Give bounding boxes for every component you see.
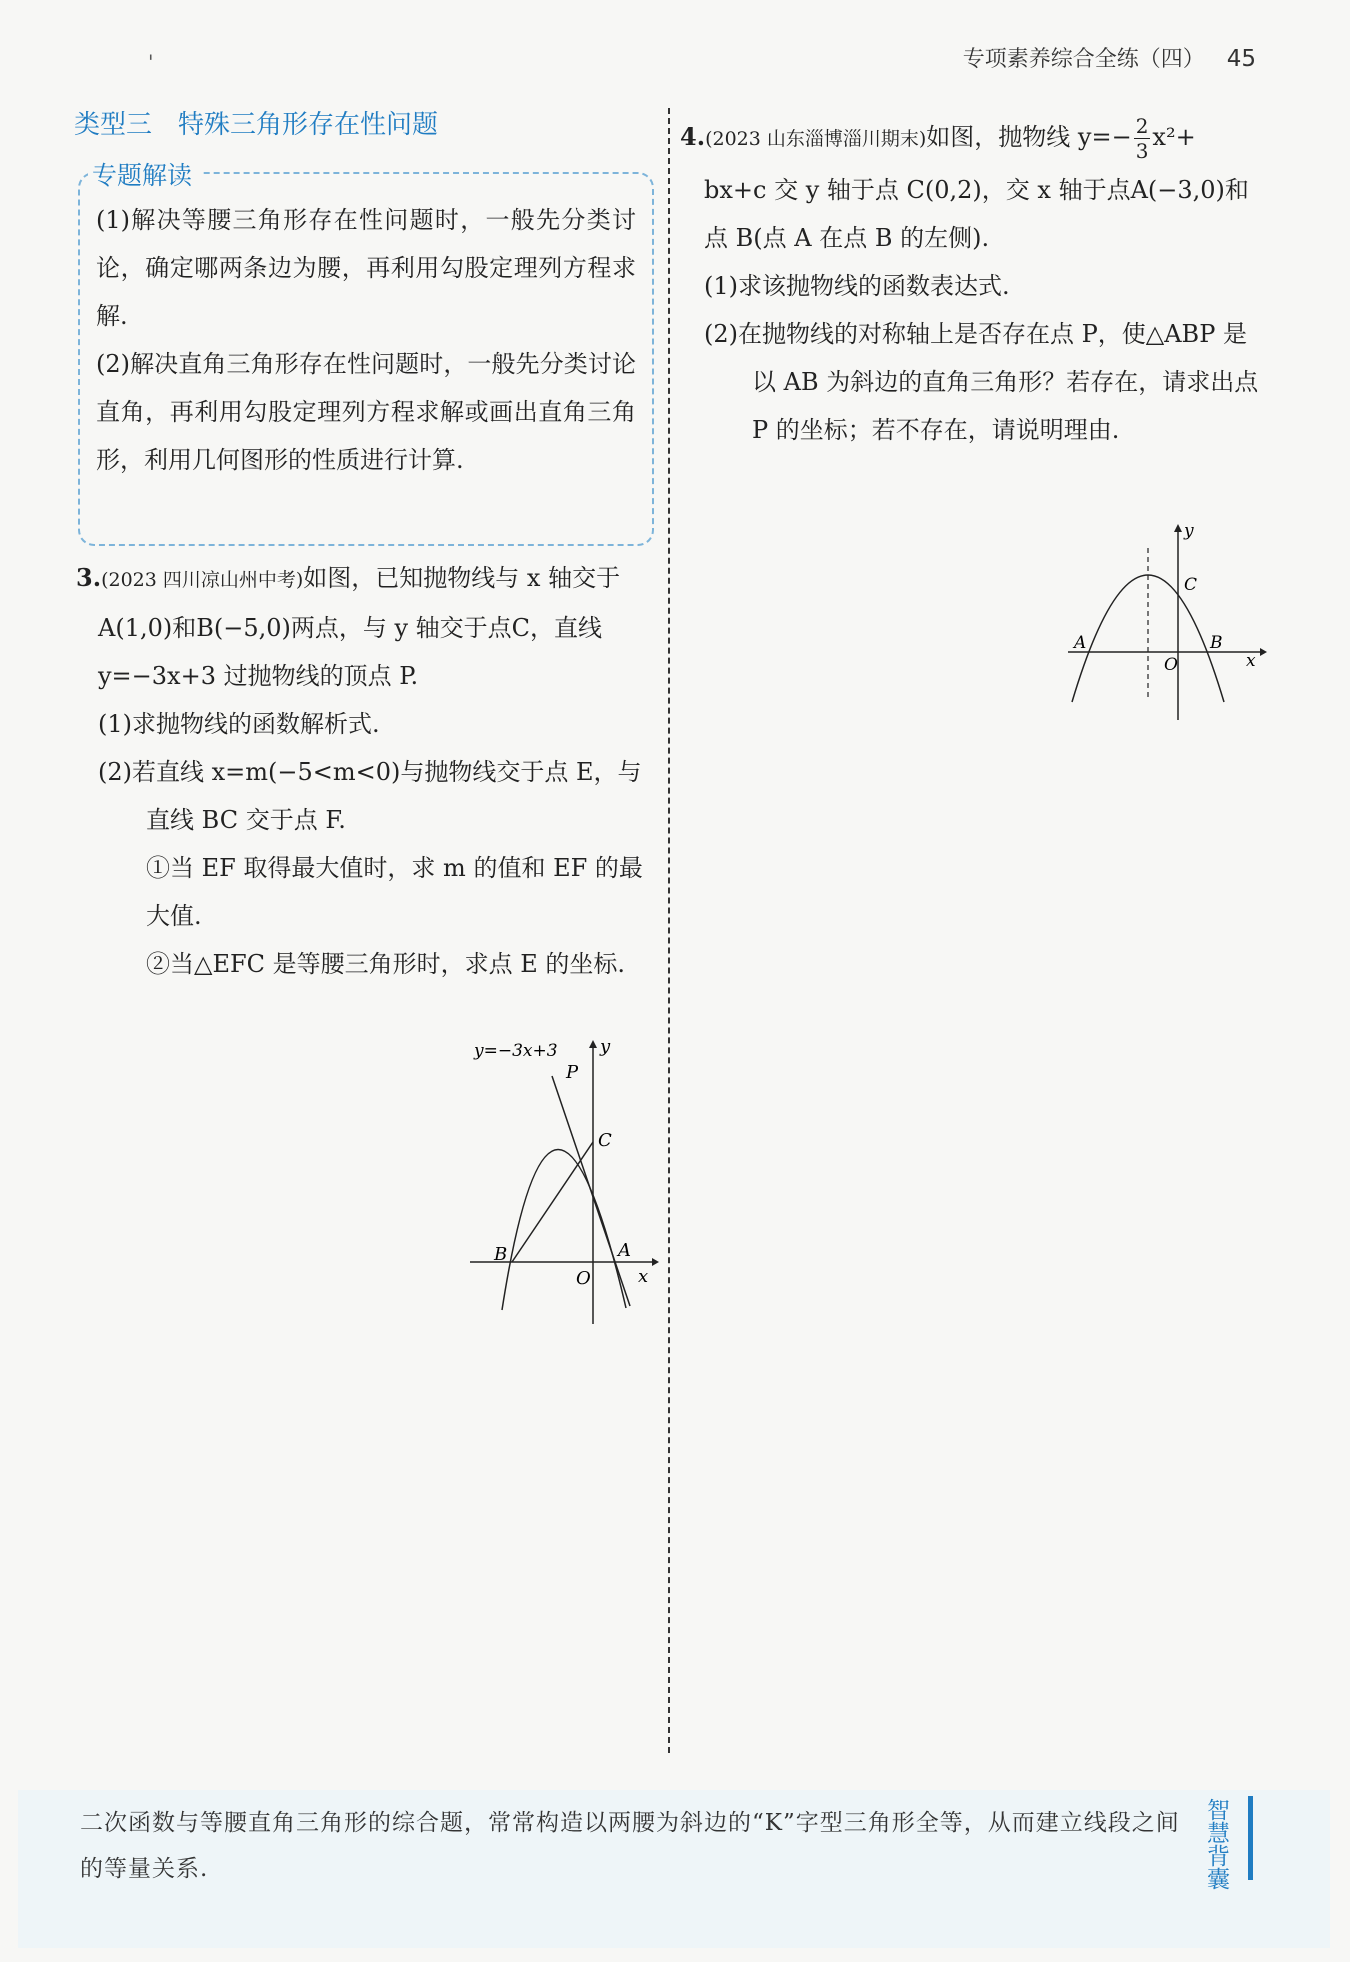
p4-label-b: B (1210, 633, 1223, 653)
section-heading: 特殊三角形存在性问题 (178, 110, 439, 140)
column-divider (668, 108, 670, 1753)
footer-text: 二次函数与等腰直角三角形的综合题，常常构造以两腰为斜边的“K”字型三角形全等，从而建立线段之间的等量关系. (80, 1810, 1180, 1882)
problem-4-stem-c: bx+c 交 y 轴于点 C(0,2)，交 x 轴于点A(−3,0)和点 B(点 A 在点 B 的左侧). (704, 176, 1249, 252)
p3-label-b: B (494, 1244, 508, 1265)
problem-4-fraction (1134, 114, 1151, 163)
problem-4-stem-a: 如图，抛物线 y=− (926, 123, 1132, 151)
problem-4-figure (1060, 520, 1270, 730)
problem-3-source: (2023 四川凉山州中考) (101, 569, 304, 591)
p4-label-a: A (1074, 633, 1087, 653)
problem-3-q2b: ②当△EFC 是等腰三角形时，求点 E 的坐标. (146, 950, 626, 978)
p3-x-label: x (638, 1266, 649, 1287)
p4-label-o: O (1164, 655, 1178, 675)
problem-4-frac-den: 3 (1135, 139, 1149, 163)
problem-3-figure (460, 1030, 660, 1330)
interpretation-title: 专题解读 (88, 156, 200, 192)
problem-4-stem-b: x²+ (1152, 123, 1196, 151)
problem-3-number: 3. (76, 563, 102, 592)
p4-y-arrow (1174, 524, 1182, 532)
interpretation-text (96, 196, 636, 484)
problem-4-frac-num: 2 (1135, 114, 1149, 138)
p3-label-o: O (576, 1268, 591, 1289)
problem-4-q1: (1)求该抛物线的函数表达式. (704, 272, 1010, 300)
p3-parabola (502, 1149, 626, 1310)
problem-4-number: 4. (680, 122, 706, 151)
problem-4-q2: (2)在抛物线的对称轴上是否存在点 P，使△ABP 是以 AB 为斜边的直角三角形？若存在，请求出点 P 的坐标；若不存在，请说明理由. (704, 320, 1259, 444)
p4-x-label: x (1246, 651, 1256, 671)
p4-y-label: y (1184, 521, 1194, 541)
problem-4 (680, 110, 1260, 454)
footer-accent-bar (1248, 1796, 1253, 1880)
problem-3-stem: 如图，已知抛物线与 x 轴交于A(1,0)和B(−5,0)两点，与 y 轴交于点C，直线 y=−3x+3 过抛物线的顶点 P. (98, 564, 621, 690)
page-number: 45 (1226, 46, 1256, 72)
section-label: 类型三 (74, 110, 153, 140)
interpretation-para-2: (2)解决直角三角形存在性问题时，一般先分类讨论直角，再利用勾股定理列方程求解或画出直角三角形，利用几何图形的性质进行计算. (96, 350, 636, 474)
problem-3-q2: (2)若直线 x=m(−5<m<0)与抛物线交于点 E，与直线 BC 交于点 F. (98, 758, 642, 834)
corner-mark: ' (148, 50, 154, 74)
problem-3-q2a: ①当 EF 取得最大值时，求 m 的值和 EF 的最大值. (146, 854, 643, 930)
interpretation-para-1: (1)解决等腰三角形存在性问题时，一般先分类讨论，确定哪两条边为腰，再利用勾股定理列方程求解. (96, 206, 636, 330)
p4-x-arrow (1260, 648, 1267, 656)
problem-3 (76, 554, 650, 988)
problem-3-q1: (1)求抛物线的函数解析式. (98, 710, 380, 738)
p3-y-arrow (589, 1040, 597, 1048)
header-title: 专项素养综合全练（四） (962, 47, 1205, 72)
p3-label-c: C (598, 1130, 612, 1151)
problem-4-source: (2023 山东淄博淄川期末) (705, 128, 927, 150)
p3-label-a: A (618, 1240, 631, 1261)
p4-label-c: C (1184, 575, 1198, 595)
p3-line-label: y=−3x+3 (474, 1041, 558, 1061)
page-header (963, 42, 1256, 73)
p3-y-label: y (600, 1036, 611, 1057)
p3-label-p: P (566, 1062, 579, 1083)
section-title (74, 104, 438, 141)
p3-line-y (552, 1076, 630, 1306)
p3-x-arrow (652, 1258, 659, 1266)
footer-side-label: 智慧背囊 (1203, 1798, 1229, 1890)
